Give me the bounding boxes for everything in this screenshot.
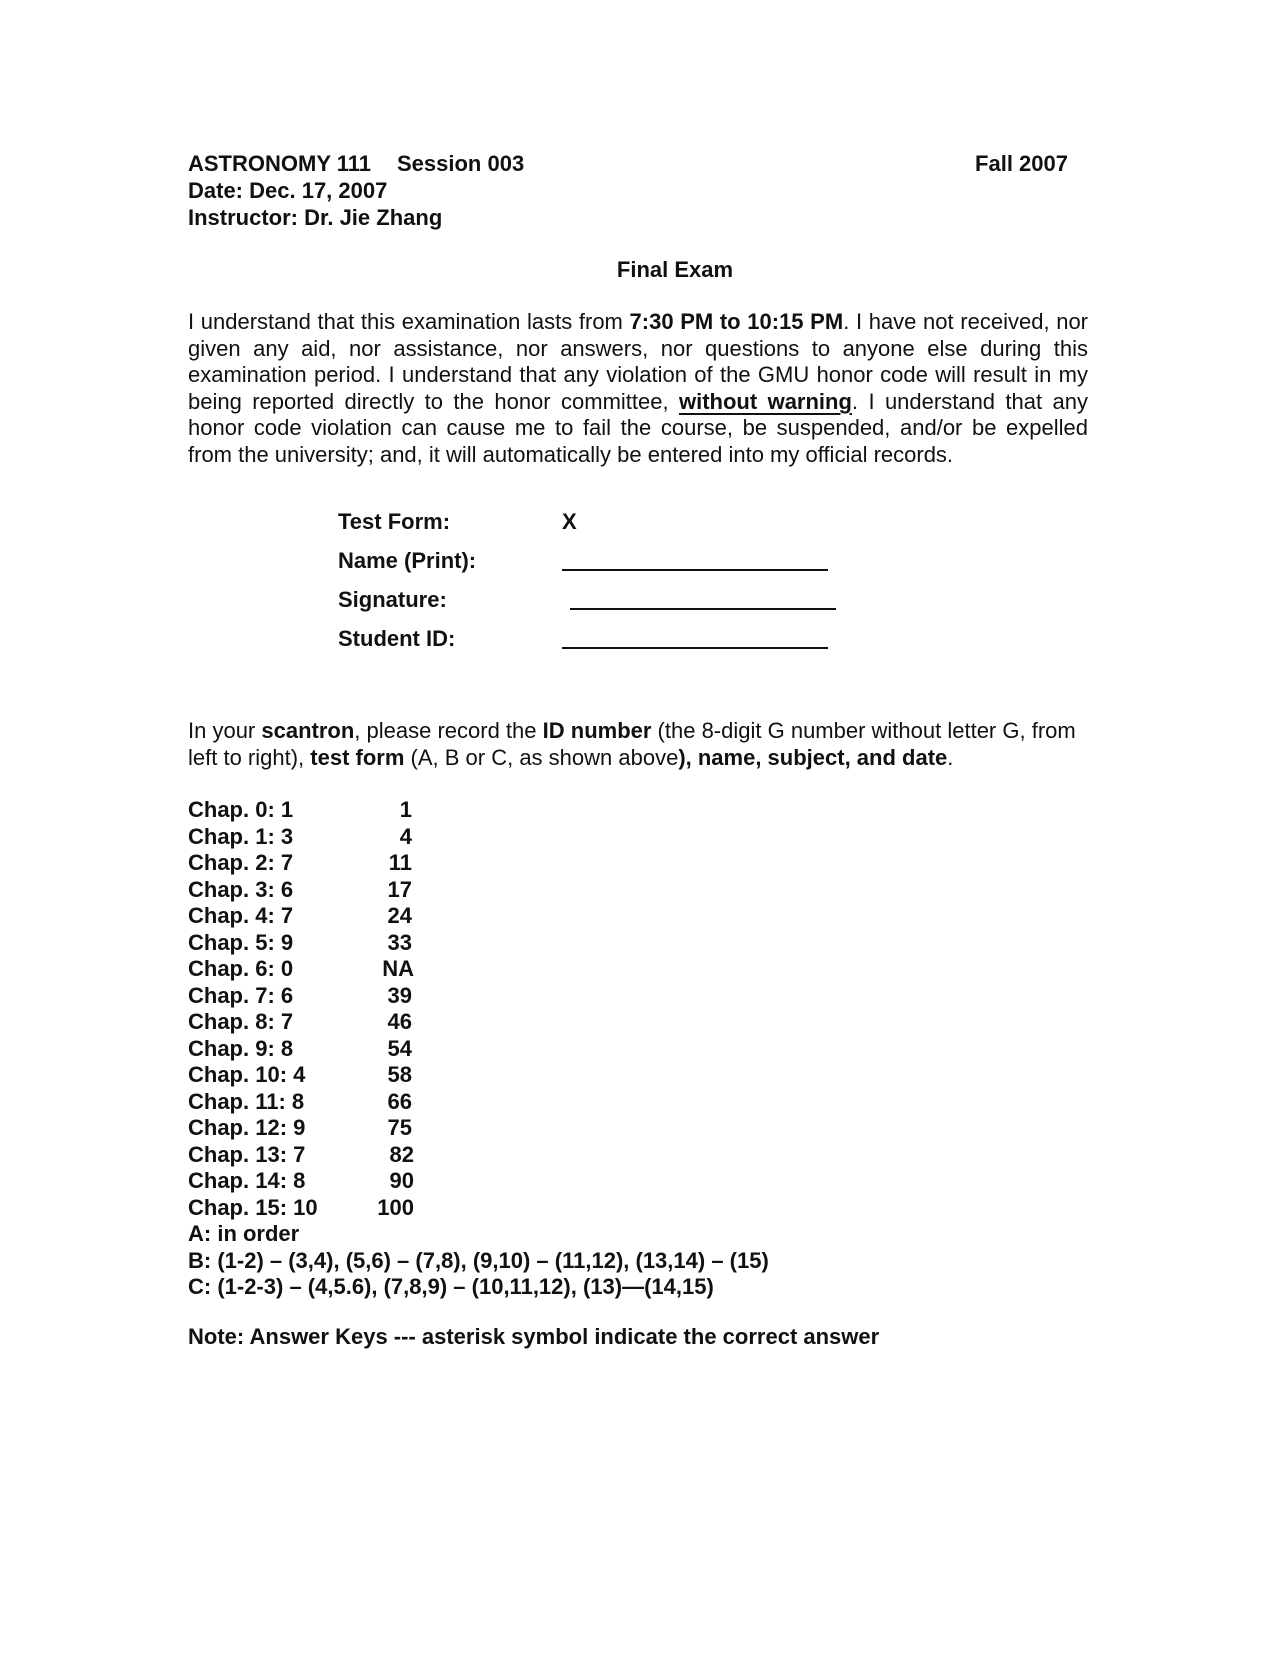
chapter-total: 90 — [389, 1168, 414, 1193]
chapter-label: Chap. 1: 3 — [188, 823, 294, 849]
chapter-row — [188, 1195, 828, 1222]
chapter-total: 33 — [387, 929, 412, 955]
signature-row — [338, 586, 858, 613]
honor-statement — [188, 309, 1088, 469]
chapter-label: Chap. 14: 8 — [188, 1168, 306, 1193]
scan-text-4: (A, B or C, as shown above — [404, 744, 679, 770]
student-id-row — [338, 625, 858, 652]
chapter-label: Chap. 12: 9 — [188, 1115, 306, 1140]
chapter-total: 39 — [387, 982, 412, 1008]
chapter-label: Chap. 10: 4 — [188, 1062, 306, 1087]
chapter-row — [188, 983, 828, 1010]
without-warning: without warning — [679, 388, 852, 414]
instructor: Instructor: Dr. Jie Zhang — [188, 205, 443, 230]
chapter-total: 46 — [387, 1009, 412, 1034]
chapter-total: 66 — [387, 1088, 412, 1114]
chapter-label: Chap. 4: 7 — [188, 903, 294, 928]
chapter-row — [188, 824, 828, 851]
course-header — [188, 150, 1068, 177]
scan-end: . — [947, 744, 954, 770]
scan-text-3: (the 8-digit G number without letter G, from left to right), — [188, 718, 1076, 770]
chapter-total: NA — [382, 956, 414, 981]
honor-text-2: . I have not received, nor given any aid, nor assistance, nor answers, nor questions to anyone else during this examination period. I understand that any violation of the GMU honor code will result in my being reported directly to the honor committee, — [188, 309, 1089, 414]
chapter-label: Chap. 6: 0 — [188, 956, 294, 981]
chapter-total: 11 — [388, 850, 412, 875]
test-form-value: X — [562, 509, 577, 534]
student-id-label: Student ID: — [338, 626, 456, 651]
chapter-label: Chap. 5: 9 — [188, 929, 294, 955]
chapter-total: 54 — [387, 1035, 412, 1061]
chapter-row — [188, 903, 828, 930]
order-c: C: (1-2-3) – (4,5.6), (7,8,9) – (10,11,12), (13)—(14,15) — [188, 1274, 714, 1299]
chapter-total: 75 — [387, 1115, 412, 1140]
chapter-total: 17 — [387, 876, 412, 902]
name-blank — [562, 547, 828, 571]
chapter-row — [188, 850, 828, 877]
chapter-label: Chap. 13: 7 — [188, 1141, 306, 1167]
chapter-list — [188, 797, 828, 1301]
chapter-row — [188, 956, 828, 983]
scantron-instructions — [188, 718, 1088, 771]
chapter-total: 1 — [399, 797, 412, 822]
chapter-row — [188, 1036, 828, 1063]
order-a: A: in order — [188, 1221, 300, 1246]
chapter-row — [188, 1168, 828, 1195]
chapter-label: Chap. 3: 6 — [188, 876, 294, 902]
test-form-label: Test Form: — [338, 509, 451, 534]
chapter-total: 24 — [387, 903, 412, 928]
chapter-label: Chap. 9: 8 — [188, 1035, 294, 1061]
chapter-row — [188, 1062, 828, 1089]
chapter-row — [188, 1089, 828, 1116]
chapter-total: 4 — [399, 823, 412, 849]
chapter-row — [188, 1142, 828, 1169]
name-label: Name (Print): — [338, 548, 477, 573]
chapter-row — [188, 797, 828, 824]
signature-blank — [570, 586, 836, 610]
chapter-label: Chap. 2: 7 — [188, 850, 294, 875]
exam-date: Date: Dec. 17, 2007 — [188, 178, 388, 203]
scan-scantron: scantron — [261, 718, 355, 743]
name-row — [338, 547, 858, 574]
test-form-row — [338, 508, 858, 535]
term: Fall 2007 — [975, 151, 1068, 176]
scan-id-number: ID number — [542, 718, 652, 743]
honor-text-3: . I understand that any honor code violation can cause me to fail the course, be suspended, and/or be expelled from the university; and, it will automatically be entered into my official records. — [188, 388, 1088, 467]
chapter-label: Chap. 11: 8 — [188, 1088, 305, 1114]
course-code: ASTRONOMY 111 — [188, 151, 371, 176]
chapter-total: 82 — [389, 1141, 414, 1167]
student-id-blank — [562, 625, 828, 649]
chapter-label: Chap. 7: 6 — [188, 982, 294, 1008]
chapter-total: 58 — [387, 1062, 412, 1087]
signature-label: Signature: — [338, 587, 447, 612]
chapter-label: Chap. 0: 1 — [188, 797, 294, 822]
chapter-total: 100 — [377, 1194, 414, 1220]
page-title: Final Exam — [616, 257, 734, 282]
scan-tail: ), name, subject, and date — [678, 744, 948, 770]
chapter-row — [188, 930, 828, 957]
scan-test-form: test form — [310, 744, 405, 770]
chapter-row — [188, 877, 828, 904]
scan-text-2: , please record the — [354, 718, 543, 743]
exam-time: 7:30 PM to 10:15 PM — [629, 309, 844, 334]
chapter-label: Chap. 8: 7 — [188, 1009, 294, 1034]
scan-text-1: In your — [188, 718, 262, 743]
honor-text-1: I understand that this examination lasts from — [188, 309, 630, 334]
chapter-row — [188, 1115, 828, 1142]
chapter-row — [188, 1009, 828, 1036]
session-number: Session 003 — [397, 151, 525, 176]
order-b: B: (1-2) – (3,4), (5,6) – (7,8), (9,10) – (11,12), (13,14) – (15) — [188, 1247, 769, 1273]
answer-key-note: Note: Answer Keys --- asterisk symbol indicate the correct answer — [188, 1324, 880, 1349]
chapter-label: Chap. 15: 10 — [188, 1194, 318, 1220]
